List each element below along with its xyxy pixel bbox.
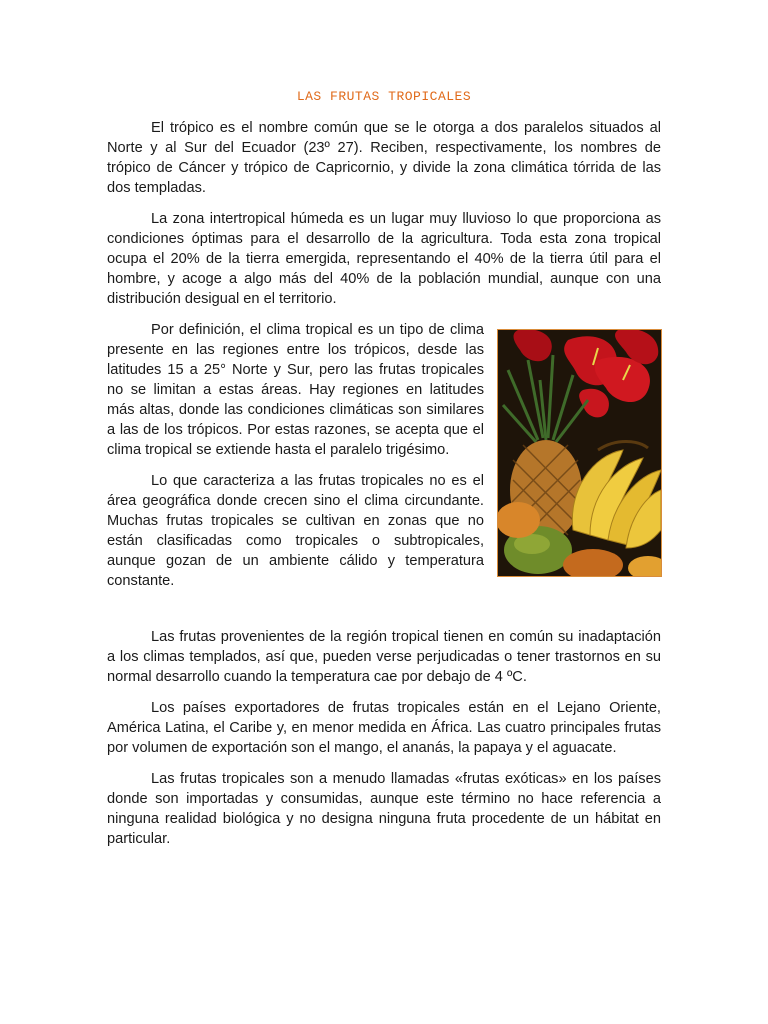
paragraph-1: El trópico es el nombre común que se le otorga a dos paralelos situados al Norte y al Sur del Ecuador (23º 27). Reciben, respectivamente, los nombres de trópico de Cáncer y trópico de Capricornio, y divide la zona climática tórrida de las dos templadas. [107, 120, 661, 196]
text-with-image [107, 320, 661, 618]
document-title: LAS FRUTAS TROPICALES [296, 89, 472, 104]
float-text-column [107, 320, 484, 602]
paragraph-5: Las frutas provenientes de la región tropical tienen en común su inadaptación a los climas templados, así que, pueden verse perjudicadas o tener trastornos en su normal desarrollo cuando la temperatura cae por debajo de 4 ºC. [107, 629, 661, 685]
document-page [107, 88, 661, 860]
tropical-fruits-photo [497, 329, 662, 577]
paragraph-4: Lo que caracteriza a las frutas tropicales no es el área geográfica donde crecen sino el clima circundante. Muchas frutas tropicales se cultivan en zonas que no están clasificadas como tropicales o subtropicales, aunque gozan de un ambiente cálido y temperatura constante. [107, 473, 484, 589]
paragraph-2: La zona intertropical húmeda es un lugar muy lluvioso lo que proporciona as condiciones óptimas para el desarrollo de la agricultura. Toda esta zona tropical ocupa el 20% de la tierra emergida, representando el 40% de la tierra útil para el hombre, y acoge a algo más del 40% de la población mundial, aunque con una distribución desigual en el territorio. [107, 211, 661, 307]
paragraph-3: Por definición, el clima tropical es un tipo de clima presente en las regiones entre los trópicos, desde las latitudes 15 a 25° Norte y Sur, pero las frutas tropicales no se limitan a estas áreas. Hay regiones en latitudes más altas, donde las condiciones climáticas son similares a las de los trópicos. Por estas razones, se acepta que el clima tropical se extiende hasta el paralelo trigésimo. [107, 322, 484, 458]
paragraph-7: Las frutas tropicales son a menudo llamadas «frutas exóticas» en los países donde son importadas y consumidas, aunque este término no hace referencia a ninguna realidad biológica y no designa ninguna fruta procedente de un hábitat en particular. [107, 771, 661, 847]
paragraph-6: Los países exportadores de frutas tropicales están en el Lejano Oriente, América Latina, el Caribe y, en menor medida en África. Las cuatro principales frutas por volumen de exportación son el mango, el ananás, la papaya y el aguacate. [107, 700, 661, 756]
